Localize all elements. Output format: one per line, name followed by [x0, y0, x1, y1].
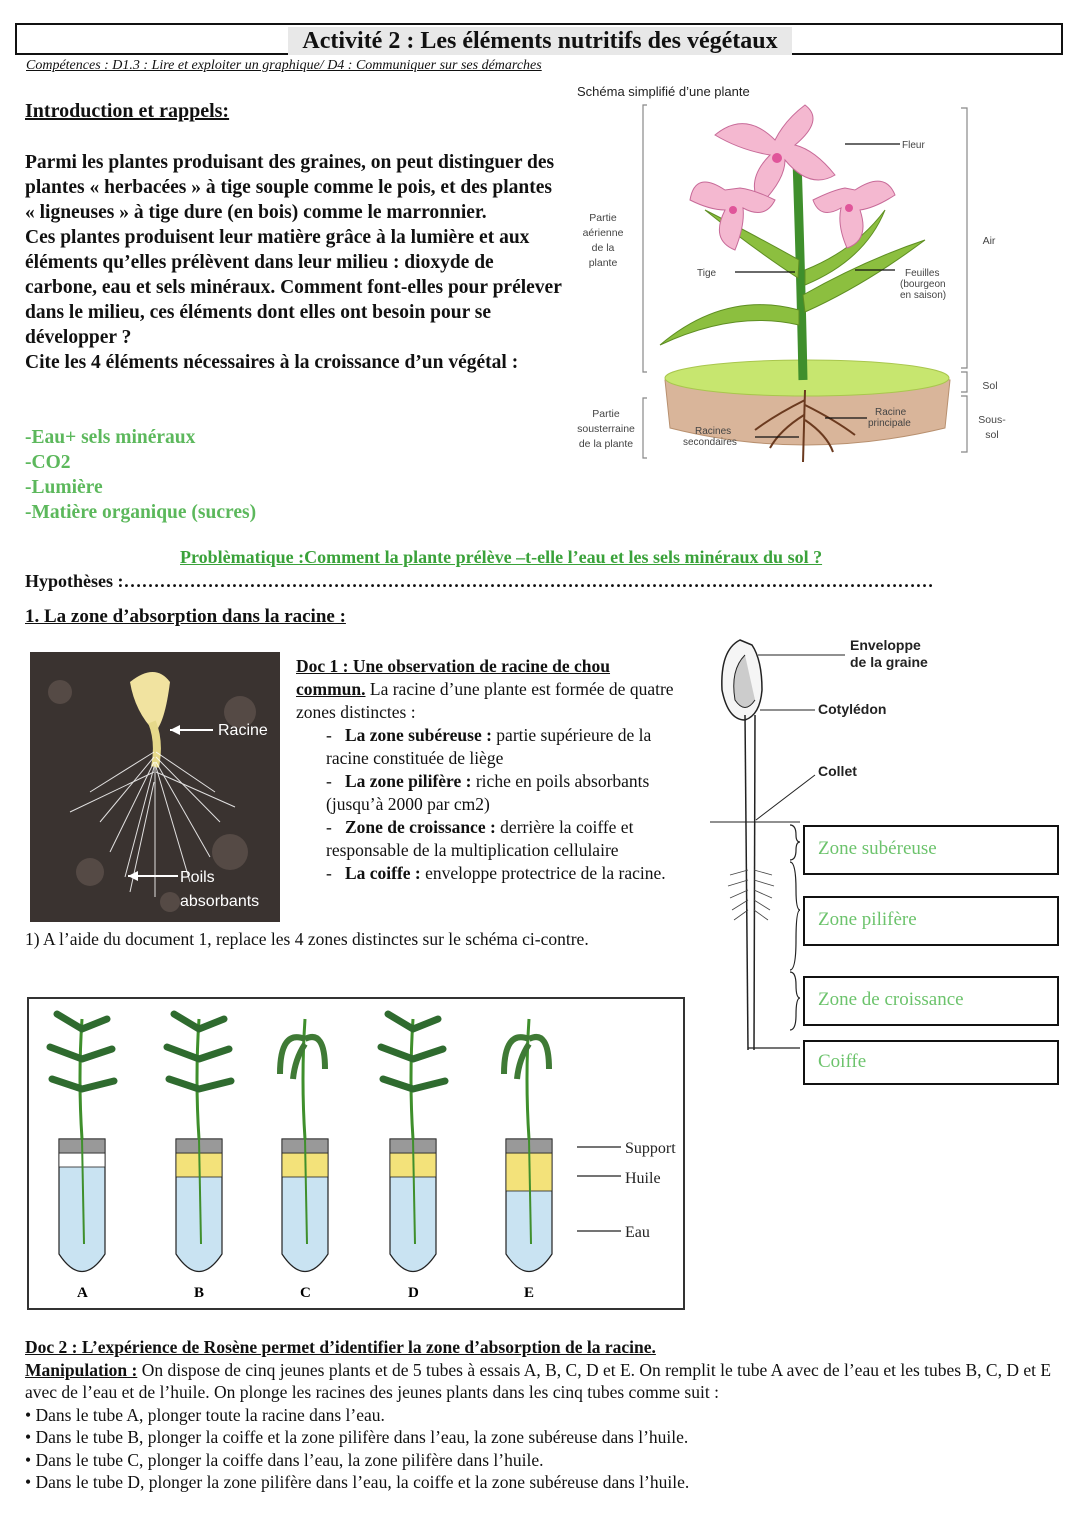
doc2-text: [25, 1336, 1065, 1494]
tube-label-e: E: [524, 1285, 535, 1301]
zone-item: - Zone de croissance : derrière la coiffe et responsable de la multiplication cellulaire: [326, 817, 634, 860]
legend-huile: Huile: [625, 1170, 661, 1187]
doc1-title: Doc 1 : Une observation de racine de chou commun.: [296, 656, 611, 699]
root-photo: [30, 652, 280, 922]
label-sousterraine: sousterraine: [577, 423, 635, 435]
problematique: Problèmatique :Comment la plante prélève –t-elle l’eau et les sels minéraux du sol ?: [180, 547, 823, 567]
label-enveloppe: Enveloppe: [850, 637, 921, 653]
doc2-step: • Dans le tube A, plonger toute la racine dans l’eau.: [25, 1404, 385, 1425]
tube-label-a: A: [77, 1285, 88, 1301]
legend-support: Support: [625, 1140, 676, 1157]
test-tube-c: [280, 1019, 328, 1272]
answer-item: -Lumière: [25, 477, 103, 498]
experiment-figure: [29, 999, 683, 1308]
zone-item: - La zone pilifère : riche en poils absorbants (jusqu’à 2000 par cm2): [326, 771, 650, 814]
section1-heading: 1. La zone d’absorption dans la racine :: [25, 606, 346, 627]
legend-eau: Eau: [625, 1224, 650, 1241]
label-feuilles: Feuilles: [905, 268, 940, 279]
doc1-intro: La racine d’une plante est formée de quatre zones distinctes :: [296, 679, 674, 722]
test-tube-a: [50, 1014, 114, 1272]
label-saison: en saison): [900, 290, 947, 301]
intro-paragraph-1: Parmi les plantes produisant des graines, on peut distinguer des plantes « herbacées » à tige souple comme le pois, et des plantes « ligneuses » à tige dure (en bois) comme le marronnier.: [25, 152, 555, 223]
photo-label-racine: Racine: [218, 722, 268, 739]
plant-schema-title: Schéma simplifié d’une plante: [577, 84, 750, 99]
label-racines: Racines: [695, 426, 732, 437]
label-de-la: de la: [591, 242, 615, 254]
answer-box-zone-subereuse[interactable]: Zone subéreuse: [803, 825, 1059, 875]
hypotheses-line: Hypothèses :………………………………………………………………………………………………………………………: [25, 571, 934, 591]
question-1: 1) A l’aide du document 1, replace les 4 zones distinctes sur le schéma ci-contre.: [25, 929, 589, 949]
answer-list: [25, 425, 256, 525]
label-racine: Racine: [875, 407, 907, 418]
label-fleur: Fleur: [902, 140, 925, 151]
zone-item: - La zone subéreuse : partie supérieure de la racine constituée de liège: [326, 725, 652, 768]
doc2-step: • Dans le tube B, plonger la coiffe et la zone pilifère dans l’eau, la zone subéreuse dans l’huile.: [25, 1427, 689, 1447]
answer-box-coiffe[interactable]: Coiffe: [803, 1040, 1059, 1085]
label-air: Air: [982, 235, 996, 247]
label-tige: Tige: [697, 268, 717, 279]
label-sol: Sol: [982, 380, 998, 392]
doc2-step: • Dans le tube C, plonger la coiffe dans l’eau, la zone pilifère dans l’huile.: [25, 1449, 544, 1470]
label-principale: principale: [868, 418, 911, 429]
answer-box-zone-pilifere[interactable]: Zone pilifère: [803, 896, 1059, 946]
doc2-manipulation: Manipulation : On dispose de cinq jeunes plants et de 5 tubes à essais A, B, C, D et E. On remplit le tube A avec de l’eau et les tubes B, C, D et E avec de l’eau et de l’huile. On plonge les racines des jeunes plants dans les cinq tubes comme suit :: [25, 1359, 1052, 1402]
doc2-step: • Dans le tube D, plonger la zone pilifère dans l’eau, la coiffe et la zone subéreuse dans l’huile.: [25, 1472, 690, 1492]
test-tube-e: [504, 1019, 552, 1272]
label-cotyledon: Cotylédon: [818, 701, 887, 717]
label-partie-sout: Partie: [592, 408, 620, 420]
photo-label-absorbants: absorbants: [180, 893, 260, 910]
answer-item: -CO2: [25, 452, 71, 473]
label-sous: Sous-: [978, 414, 1006, 426]
tube-label-b: B: [194, 1285, 205, 1301]
label-secondaires: secondaires: [683, 437, 737, 448]
test-tube-d: [381, 1014, 445, 1272]
answer-item: -Eau+ sels minéraux: [25, 427, 196, 448]
intro-text: [25, 150, 565, 375]
label-bourgeon: (bourgeon: [900, 279, 946, 290]
label-de-la-plante: de la plante: [578, 438, 634, 450]
answer-box-zone-croissance[interactable]: Zone de croissance: [803, 976, 1059, 1026]
photo-label-poils: Poils: [180, 869, 215, 886]
label-sous-sol: sol: [985, 429, 999, 441]
answer-item: -Matière organique (sucres): [25, 502, 257, 523]
tube-label-c: C: [300, 1285, 311, 1301]
doc2-title: Doc 2 : L’expérience de Rosène permet d’identifier la zone d’absorption de la racine.: [25, 1337, 656, 1357]
page-title: Activité 2 : Les éléments nutritifs des végétaux: [288, 27, 792, 55]
label-aerienne: aérienne: [582, 227, 624, 239]
label-de-la-graine: de la graine: [850, 654, 928, 670]
intro-question: Cite les 4 éléments nécessaires à la croissance d’un végétal :: [25, 352, 519, 373]
label-partie: Partie: [589, 212, 617, 224]
plant-schema: [565, 80, 1015, 470]
competences-line: Compétences : D1.3 : Lire et exploiter un graphique/ D4 : Communiquer sur ses démarches: [26, 58, 542, 73]
intro-heading: Introduction et rappels:: [25, 100, 230, 122]
test-tube-b: [167, 1014, 231, 1272]
doc1-text: [296, 655, 676, 885]
intro-paragraph-2: Ces plantes produisent leur matière grâce à la lumière et aux éléments qu’elles prélèvent dans leur milieu : dioxyde de carbone, eau et sels minéraux. Comment font-elles pour prélever dans le milieu, ces éléments dont elles ont besoin pour se développer ?: [25, 227, 562, 348]
label-plante: plante: [588, 257, 618, 269]
label-collet: Collet: [818, 763, 857, 779]
zone-item: - La coiffe : enveloppe protectrice de la racine.: [326, 863, 666, 883]
tube-label-d: D: [408, 1285, 419, 1301]
